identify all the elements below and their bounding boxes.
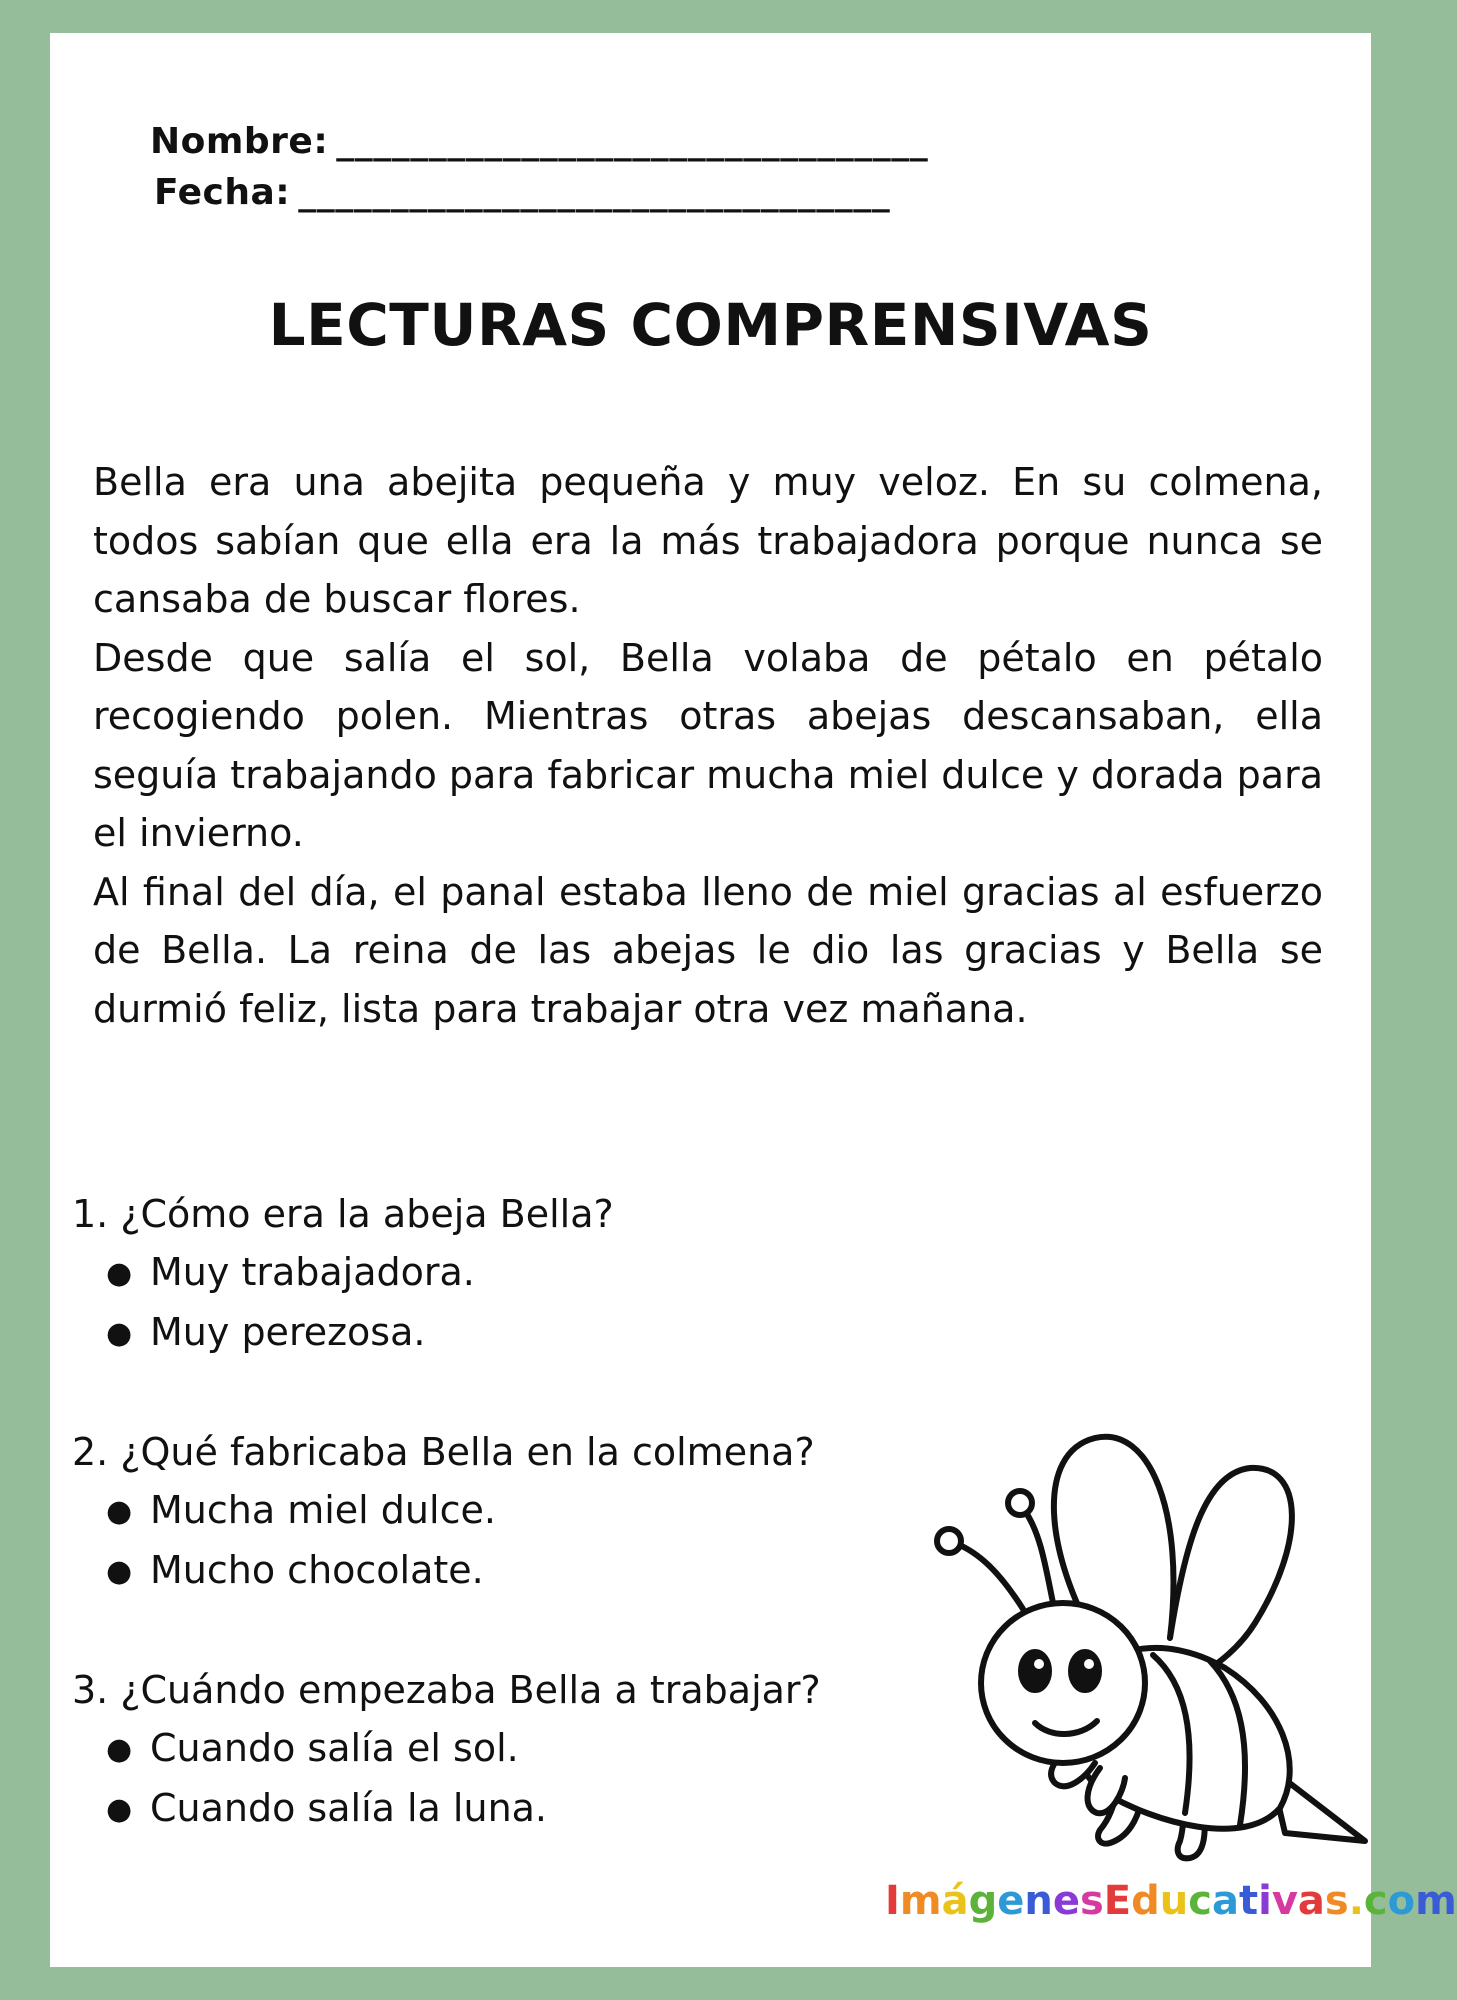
name-label: Nombre: (150, 121, 329, 162)
story-paragraph: Al final del día, el panal estaba lleno de miel gracias al esfuerzo de Bella. La reina de las abejas le dio las gracias y Bella se durmió feliz, lista para trabajar otra vez mañana. (93, 869, 1323, 1031)
date-label: Fecha: (154, 172, 291, 213)
answer-option (72, 1481, 872, 1541)
answer-option-label: Mucho chocolate. (150, 1548, 484, 1592)
question-3 (72, 1661, 872, 1839)
question-1 (72, 1185, 872, 1363)
worksheet-page (50, 33, 1457, 1967)
bullet-icon: ● (106, 1732, 133, 1767)
question-2 (72, 1423, 872, 1601)
story-paragraph: Desde que salía el sol, Bella volaba de pétalo en pétalo recogiendo polen. Mientras otras abejas descansaban, ella seguía trabajando para fabricar mucha miel dulce y dorada para el invierno. (93, 635, 1323, 855)
question-text: 3. ¿Cuándo empezaba Bella a trabajar? (72, 1668, 821, 1712)
bullet-icon: ● (106, 1316, 133, 1351)
bullet-icon: ● (106, 1256, 133, 1291)
page-title: LECTURAS COMPRENSIVAS (268, 291, 1153, 359)
bee-eye (1071, 1652, 1099, 1690)
bee-antenna-tip (937, 1529, 961, 1553)
bee-antenna-tip (1008, 1491, 1032, 1515)
answer-option (72, 1303, 872, 1363)
bullet-icon: ● (106, 1792, 133, 1827)
answer-option (72, 1719, 872, 1779)
name-blank-line: ________________________________ (336, 121, 929, 162)
bullet-icon: ● (106, 1554, 133, 1589)
question-text: 1. ¿Cómo era la abeja Bella? (72, 1192, 614, 1236)
date-blank-line: ________________________________ (298, 172, 891, 213)
name-field (150, 121, 928, 162)
answer-option (72, 1541, 872, 1601)
answer-option (72, 1779, 872, 1839)
answer-option (72, 1243, 872, 1303)
watermark-text: ImágenesEducativas.com (885, 1878, 1457, 1924)
answer-option-label: Muy trabajadora. (150, 1250, 475, 1294)
question-text: 2. ¿Qué fabricaba Bella en la colmena? (72, 1430, 815, 1474)
answer-option-label: Cuando salía la luna. (150, 1786, 548, 1830)
answer-option-label: Cuando salía el sol. (150, 1726, 519, 1770)
bee-eye (1021, 1652, 1049, 1690)
bee-illustration (885, 1393, 1365, 1863)
story-paragraph: Bella era una abejita pequeña y muy veloz. En su colmena, todos sabían que ella era la más trabajadora porque nunca se cansaba de buscar flores. (93, 460, 1323, 621)
date-field (154, 172, 890, 213)
question-list (72, 1185, 872, 1899)
bee-antenna (1025, 1511, 1053, 1603)
reading-passage (93, 453, 1323, 1038)
answer-option-label: Mucha miel dulce. (150, 1488, 496, 1532)
bullet-icon: ● (106, 1494, 133, 1529)
bee-head (981, 1603, 1145, 1763)
watermark-logo (885, 1878, 1457, 1924)
answer-option-label: Muy perezosa. (150, 1310, 426, 1354)
bee-antenna (955, 1543, 1023, 1609)
